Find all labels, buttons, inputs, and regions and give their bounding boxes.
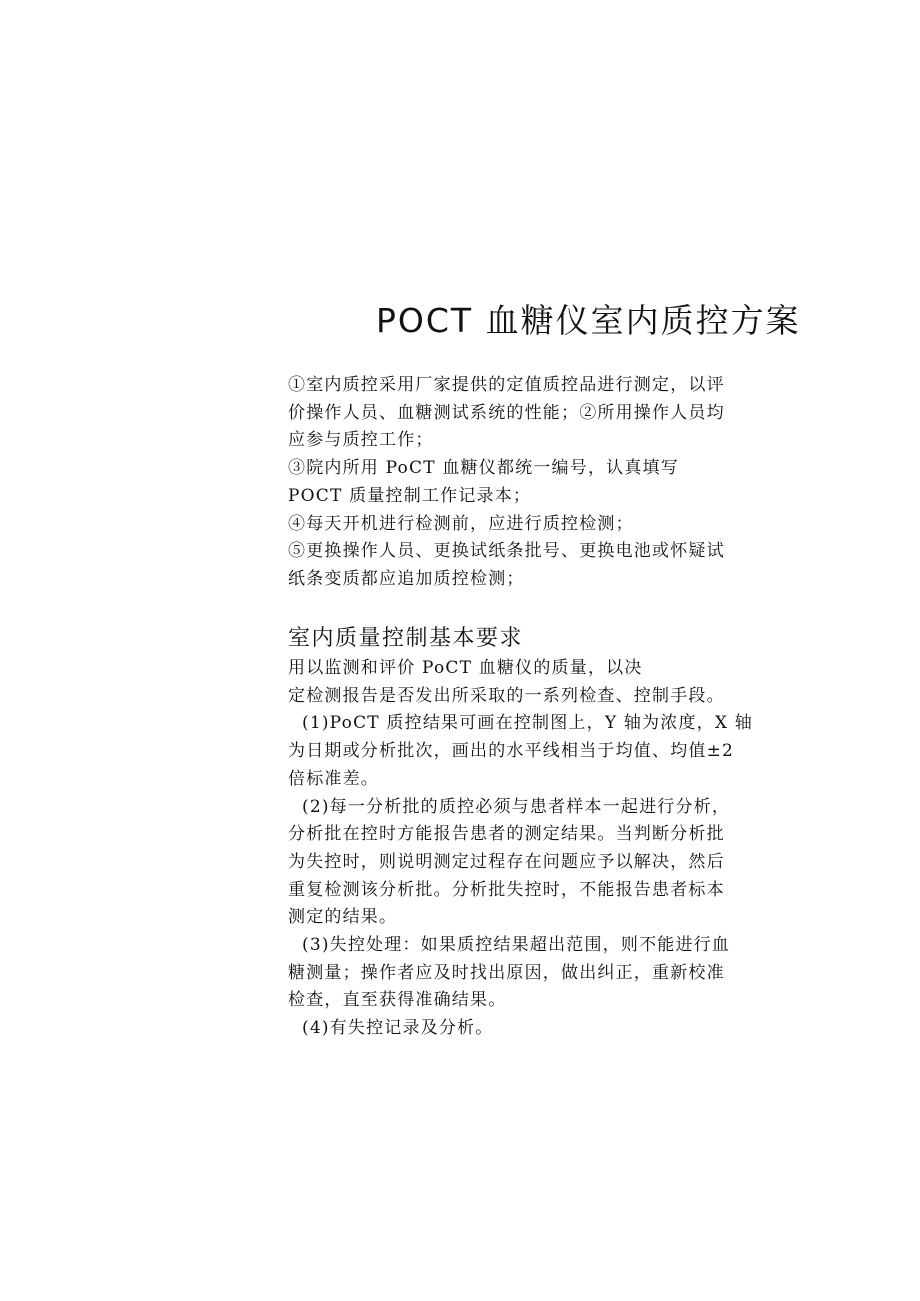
section-line: 用以监测和评价 PoCT 血糖仪的质量，以决 bbox=[288, 658, 643, 678]
intro-line: POCT 质量控制工作记录本； bbox=[288, 485, 532, 506]
section-line: 为日期或分析批次，画出的水平线相当于均值、均值±2 bbox=[288, 741, 735, 762]
section-body bbox=[288, 655, 788, 1043]
section-line: 为失控时，则说明测定过程存在问题应予以解决，然后 bbox=[288, 851, 725, 872]
section-heading: 室内质量控制基本要求 bbox=[288, 626, 524, 651]
section-line: (1)PoCT 质控结果可画在控制图上，Y 轴为浓度，X 轴 bbox=[302, 713, 753, 734]
intro-line: ⑤更换操作人员、更换试纸条批号、更换电池或怀疑试 bbox=[288, 541, 725, 562]
section-line: (2)每一分析批的质控必须与患者样本一起进行分析， bbox=[302, 796, 731, 817]
section-line: 检查，直至获得准确结果。 bbox=[288, 990, 507, 1011]
section-line: 测定的结果。 bbox=[288, 907, 398, 928]
intro-paragraph bbox=[288, 372, 788, 594]
section-line: 定检测报告是否发出所采取的一系列检查、控制手段。 bbox=[288, 685, 725, 706]
section-line: (4)有失控记录及分析。 bbox=[302, 1018, 494, 1039]
intro-line: ①室内质控采用厂家提供的定值质控品进行测定，以评 bbox=[288, 375, 725, 395]
section-line: 倍标准差。 bbox=[288, 768, 379, 789]
section-line: 分析批在控时方能报告患者的测定结果。当判断分析批 bbox=[288, 824, 725, 845]
section-line: 重复检测该分析批。分析批失控时，不能报告患者标本 bbox=[288, 879, 725, 900]
intro-line: ④每天开机进行检测前，应进行质控检测； bbox=[288, 513, 634, 534]
section-line: 糖测量；操作者应及时找出原因，做出纠正，重新校准 bbox=[288, 962, 725, 983]
intro-line: 价操作人员、血糖测试系统的性能；②所用操作人员均 bbox=[288, 402, 725, 423]
intro-line: 纸条变质都应追加质控检测； bbox=[288, 568, 525, 589]
section-line: (3)失控处理：如果质控结果超出范围，则不能进行血 bbox=[302, 935, 731, 956]
intro-line: ③院内所用 PoCT 血糖仪都统一编号，认真填写 bbox=[288, 458, 679, 479]
intro-line: 应参与质控工作； bbox=[288, 430, 434, 451]
document-title: POCT 血糖仪室内质控方案 bbox=[376, 301, 801, 340]
